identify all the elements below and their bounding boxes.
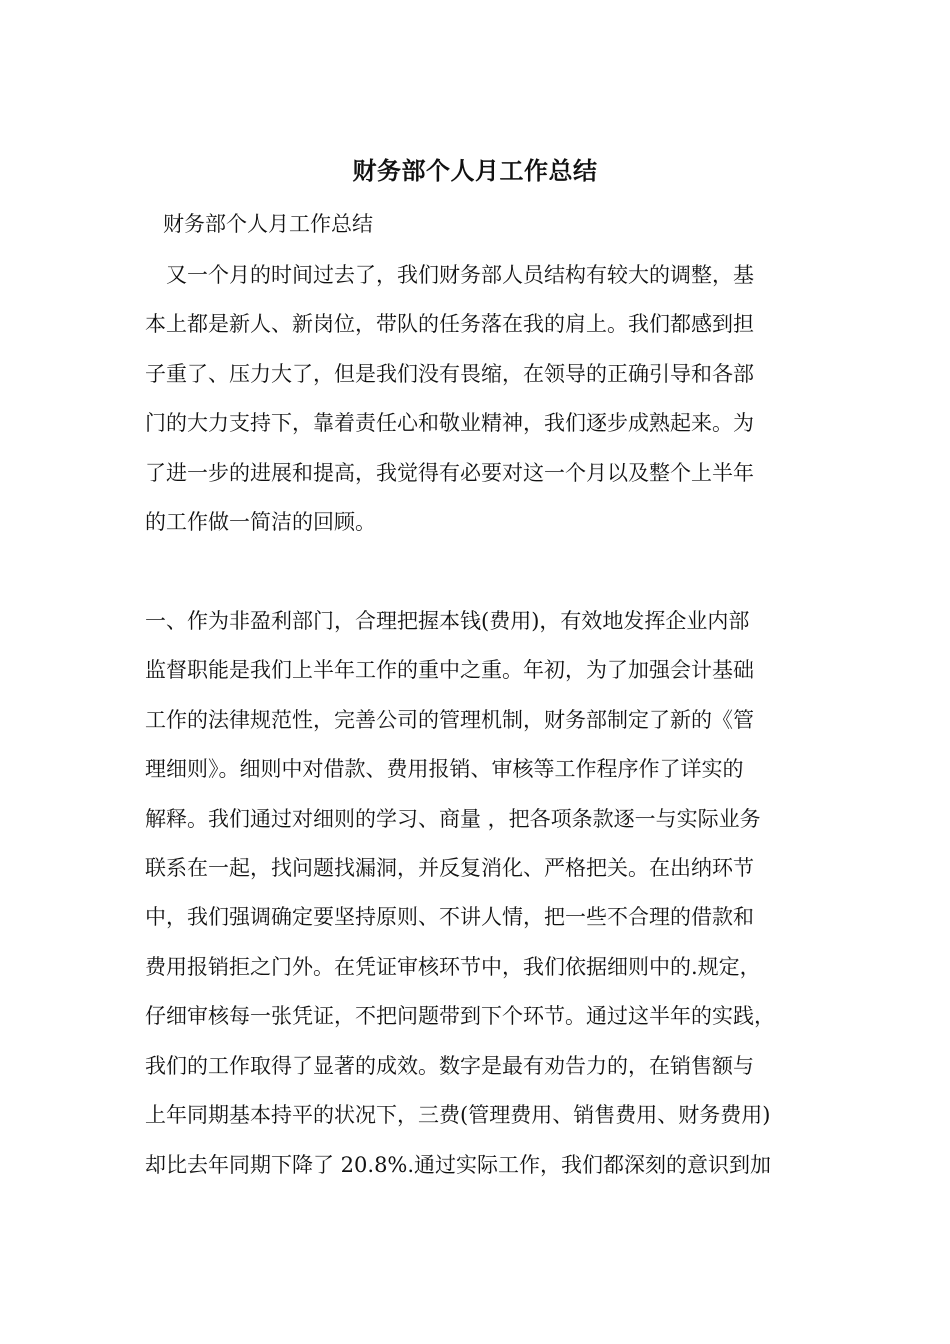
text-line: 解释。我们通过对细则的学习、商量 ，把各项条款逐一与实际业务	[145, 807, 761, 831]
text-line: 又一个月的时间过去了，我们财务部人员结构有较大的调整，基	[145, 263, 754, 287]
text-line: 门的大力支持下，靠着责任心和敬业精神，我们逐步成熟起来。为	[145, 411, 754, 435]
text-line: 本上都是新人、新岗位，带队的任务落在我的肩上。我们都感到担	[145, 312, 754, 336]
text-line: 联系在一起，找问题找漏洞，并反复消化、严格把关。在出纳环节	[145, 856, 754, 880]
text-line: 的工作做一简洁的回顾。	[145, 510, 376, 534]
text-line: 一、作为非盈利部门，合理把握本钱(费用)，有效地发挥企业内部	[145, 609, 750, 633]
text-line: 监督职能是我们上半年工作的重中之重。年初，为了加强会计基础	[145, 658, 754, 682]
text-line: 仔细审核每一张凭证，不把问题带到下个环节。通过这半年的实践，	[145, 1004, 775, 1028]
text-line: 却比去年同期下降了 20.8%.通过实际工作，我们都深刻的意识到加	[145, 1153, 772, 1177]
document-subtitle: 财务部个人月工作总结	[163, 212, 373, 236]
text-line: 上年同期基本持平的状况下，三费(管理费用、销售费用、财务费用)	[145, 1103, 771, 1127]
document-title: 财务部个人月工作总结	[352, 156, 598, 185]
text-line: 了进一步的进展和提高，我觉得有必要对这一个月以及整个上半年	[145, 461, 754, 485]
text-line: 工作的法律规范性，完善公司的管理机制，财务部制定了新的《管	[145, 708, 754, 732]
text-line: 我们的工作取得了显著的成效。数字是最有劝告力的，在销售额与	[145, 1054, 754, 1078]
text-line: 理细则》。细则中对借款、费用报销、审核等工作程序作了详实的	[145, 757, 744, 781]
text-line: 中，我们强调确定要坚持原则、不讲人情，把一些不合理的借款和	[145, 905, 754, 929]
text-line: 费用报销拒之门外。在凭证审核环节中，我们依据细则中的.规定，	[145, 955, 761, 979]
text-line: 子重了、压力大了，但是我们没有畏缩，在领导的正确引导和各部	[145, 362, 754, 386]
